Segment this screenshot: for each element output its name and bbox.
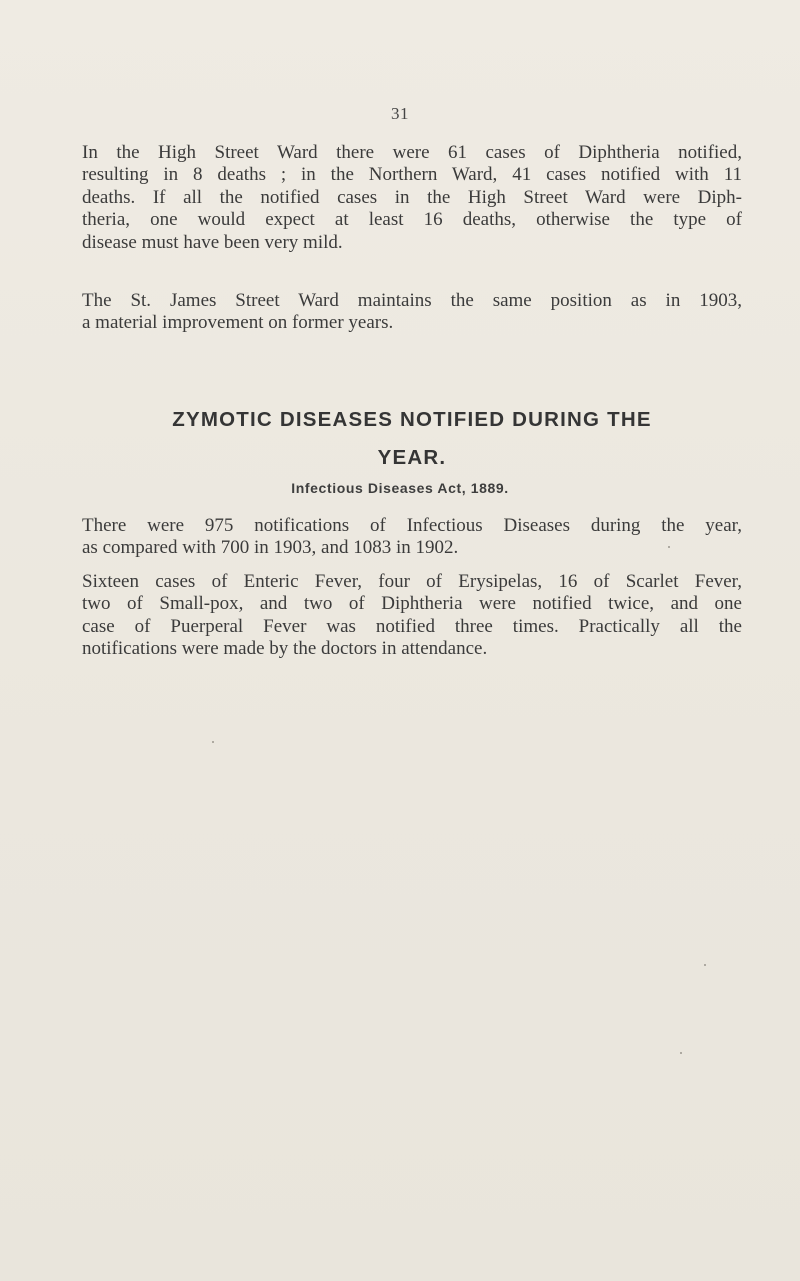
paragraph-line: There were 975 notifications of Infectious Diseases during the year,	[82, 515, 742, 536]
paragraph-line: two of Small-pox, and two of Diphtheria were notified twice, and one	[82, 593, 742, 615]
paper-speck	[704, 964, 706, 966]
paragraph-repeat-notifications	[82, 571, 742, 661]
paragraph-line: theria, one would expect at least 16 deaths, otherwise the type of	[82, 209, 742, 231]
paragraph-line: Sixteen cases of Enteric Fever, four of Erysipelas, 16 of Scarlet Fever,	[82, 571, 742, 592]
paragraph-line: notifications were made by the doctors in attendance.	[82, 638, 488, 660]
section-heading	[82, 401, 742, 477]
paragraph-line: The St. James Street Ward maintains the same position as in 1903,	[82, 290, 742, 311]
section-subheading: Infectious Diseases Act, 1889.	[291, 480, 509, 496]
paragraph-notification-totals	[82, 515, 742, 560]
paragraph-line: In the High Street Ward there were 61 cases of Diphtheria notified,	[82, 142, 742, 163]
paragraph-line: deaths. If all the notified cases in the High Street Ward were Diph-	[82, 186, 742, 208]
paragraph-line: disease must have been very mild.	[82, 231, 343, 253]
page-number: 31	[391, 104, 409, 123]
paper-speck	[680, 1052, 682, 1054]
paper-speck	[668, 546, 670, 548]
heading-line: YEAR.	[377, 446, 447, 469]
paper-speck	[212, 741, 214, 743]
paragraph-line: resulting in 8 deaths ; in the Northern Ward, 41 cases notified with 11	[82, 164, 742, 186]
paragraph-st-james-ward	[82, 290, 742, 335]
paragraph-line: a material improvement on former years.	[82, 312, 394, 334]
paragraph-line: case of Puerperal Fever was notified three times. Practically all the	[82, 615, 742, 637]
paragraph-line: as compared with 700 in 1903, and 1083 in 1902.	[82, 537, 459, 559]
paragraph-diphtheria-wards	[82, 142, 742, 254]
heading-line: ZYMOTIC DISEASES NOTIFIED DURING THE	[172, 408, 652, 431]
